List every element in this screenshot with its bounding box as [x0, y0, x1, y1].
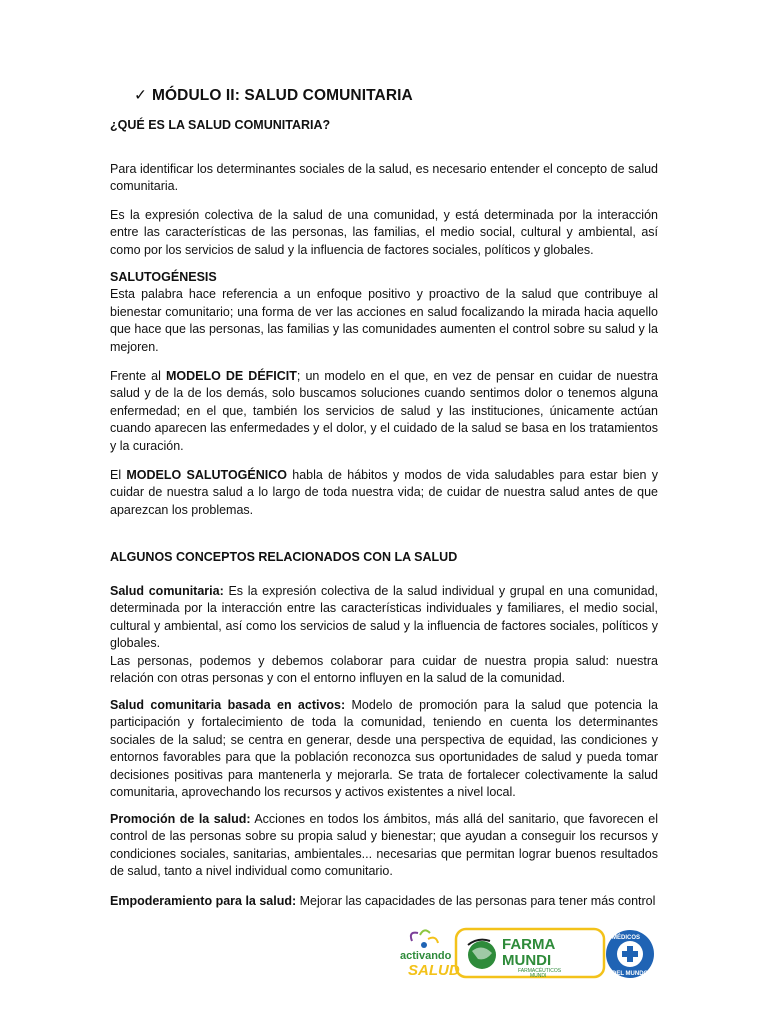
salutogenic-text: habla de hábitos y modos de vida saludables para estar bien y cuidar de nuestra salud a lo largo de toda nuestra vida; de cuidar de nuestra salud antes de que aparezcan los problemas.	[110, 468, 658, 517]
salutogenesis-section	[110, 269, 658, 356]
module-title-text: MÓDULO II: SALUD COMUNITARIA	[152, 87, 413, 104]
concepts-heading: ALGUNOS CONCEPTOS RELACIONADOS CON LA SALUD	[110, 550, 458, 564]
deficit-pre: Frente al	[110, 369, 166, 383]
salutogenic-model-term: MODELO SALUTOGÉNICO	[126, 468, 287, 482]
activando-word: activando	[400, 950, 452, 962]
medicos-del-mundo-logo	[606, 930, 654, 978]
intro-paragraph: Para identificar los determinantes sociales de la salud, es necesario entender el concepto de salud comunitaria.	[110, 162, 658, 194]
community-health-text: Es la expresión colectiva de la salud individual y grupal en una comunidad, determinada por la interacción entre las características individuales y familiares, el medio social, cultural y ambiental, así como los servicios de salud y la influencia de factores sociales, políticos y globales.	[110, 584, 658, 651]
community-health-concept	[110, 583, 658, 687]
question-heading: ¿QUÉ ES LA SALUD COMUNITARIA?	[110, 118, 331, 132]
health-promotion-text: Acciones en todos los ámbitos, más allá del sanitario, que favorecen el control de las personas sobre su propia salud y bienestar; que ayudan a conseguir los recursos y condiciones sociales, sanitarias, ambientales... necesarias que permitan lograr buenos resultados de salud, tanto a nivel individual como comunitario.	[110, 812, 658, 879]
salutogenic-model-paragraph	[110, 467, 658, 519]
asset-based-term: Salud comunitaria basada en activos:	[110, 698, 346, 712]
definition-paragraph: Es la expresión colectiva de la salud de una comunidad, y está determinada por la interacción entre las características de las personas, las familias, el medio social, cultural y ambiental, así como por los servicios de salud y la influencia de factores sociales, políticos y globales.	[110, 208, 658, 257]
community-health-term: Salud comunitaria:	[110, 584, 224, 598]
medicos-word: MÉDICOS	[612, 935, 641, 941]
health-promotion-term: Promoción de la salud:	[110, 812, 251, 826]
asset-based-concept	[110, 697, 658, 801]
empowerment-term: Empoderamiento para la salud:	[110, 894, 297, 908]
farma-word: FARMA	[502, 936, 556, 953]
health-promotion-concept	[110, 811, 658, 881]
deficit-model-paragraph	[110, 368, 658, 455]
activando-salud-logo	[400, 930, 460, 979]
footer-logos	[398, 925, 660, 981]
empowerment-concept	[110, 893, 658, 910]
empowerment-text: Mejorar las capacidades de las personas para tener más control	[296, 894, 656, 908]
salutogenesis-heading: SALUTOGÉNESIS	[110, 270, 217, 284]
salutogenic-pre: El	[110, 468, 127, 482]
checkmark-icon: ✓	[134, 87, 148, 104]
farma-mundi-logo	[456, 929, 604, 979]
salutogenesis-text: Esta palabra hace referencia a un enfoque positivo y proactivo de la salud que contribuye al bienestar comunitario; una forma de ver las acciones en salud focalizando la mirada hacia aquello que hace que las personas, las familias y las comunidades aumenten el control sobre su salud y la mejoren.	[110, 287, 658, 354]
deficit-model-term: MODELO DE DÉFICIT	[165, 369, 297, 383]
del-mundo-word: DEL MUNDO	[612, 971, 649, 977]
farma-sub-1: FARMACÉUTICOS	[518, 968, 562, 974]
community-health-text-2: Las personas, podemos y debemos colaborar para cuidar de nuestra propia salud: nuestra relación con otras personas y con el entorno influyen en la salud de la comunidad.	[110, 653, 658, 686]
module-title	[134, 86, 413, 105]
asset-based-text: Modelo de promoción para la salud que potencia la participación y fortalecimiento de toda la comunidad, teniendo en cuenta los determinantes sociales de la salud; se centra en generar, desde una perspectiva de equidad, las condiciones y entornos favorables para que la población reconozca sus oportunidades de salud y pueda tomar decisiones positivas para mantenerla y mejorarla. Se trata de fortalecer colectivamente la salud comunitaria, aprovechando los recursos y activos existentes a nivel local.	[110, 698, 658, 800]
mundi-word: MUNDI	[502, 952, 552, 969]
farma-sub-2: MUNDI	[530, 973, 547, 979]
deficit-text: ; un modelo en el que, en vez de pensar en cuidar de nuestra salud y de la de los demás, solo buscamos soluciones cuando sentimos dolor o tenemos alguna enfermedad; en el que, también los servicios de salud y las instituciones, únicamente actúan cuando aparecen las enfermedades y el dolor, y el cuidado de la salud se basa en los tratamientos y la curación.	[110, 369, 658, 453]
salud-word: SALUD	[408, 962, 460, 979]
